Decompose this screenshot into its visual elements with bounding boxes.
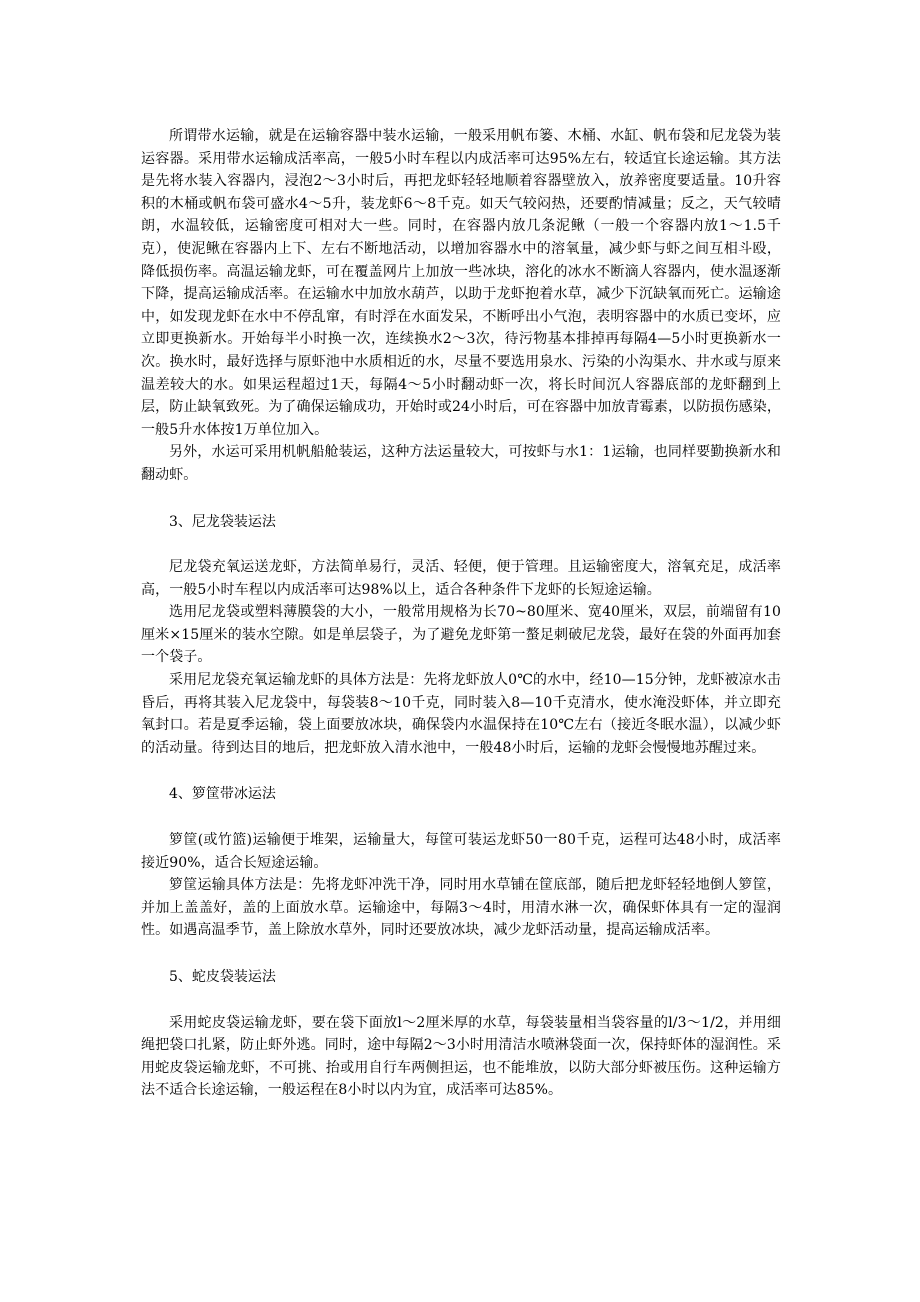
heading-nylon-bag: 3、尼龙袋装运法 — [169, 513, 276, 530]
paragraph-basket-method: 箩筐运输具体方法是：先将龙虾冲洗干净，同时用水草铺在筐底部，随后把龙虾轻轻地倒人箩筐，并加上盖盖好，盖的上面放水草。运输途中，每隔3～4时，用清水淋一次，确保虾体具有一定的湿润性。如遇高温季节，盖上除放水草外，同时还要放冰块，减少龙虾活动量，提高运输成活率。 — [141, 877, 781, 939]
paragraph-nylon-bag-intro: 尼龙袋充氧运送龙虾，方法简单易行，灵活、轻便，便于管理。且运输密度大，溶氧充足，成活率高，一般5小时车程以内成活率可达98%以上，适合各种条件下龙虾的长短途运输。 — [141, 559, 781, 598]
section-water-transport — [141, 125, 781, 487]
paragraph-water-transport-method: 所谓带水运输，就是在运输容器中装水运输，一般采用帆布篓、木桶、水缸、帆布袋和尼龙袋为装运容器。采用带水运输成活率高，一般5小时车程以内成活率可达95%左右，较适宜长途运输。其方法是先将水装入容器内，浸泡2～3小时后，再把龙虾轻轻地顺着容器壁放入，放养密度要适量。10升容积的木桶或帆布袋可盛水4～5升，装龙虾6～8千克。如天气较闷热，还要酌情减量；反之，天气较晴朗，水温较低，运输密度可相对大一些。同时，在容器内放几条泥鳅（一般一个容器内放1～1.5千克），使泥鳅在容器内上下、左右不断地活动，以增加容器水中的溶氧量，减少虾与虾之间互相斗殴，降低损伤率。高温运输龙虾，可在覆盖网片上加放一些冰块，溶化的冰水不断滴人容器内，使水温逐渐下降，提高运输成活率。在运输水中加放水葫芦，以助于龙虾抱着水草，减少下沉缺氧而死亡。运输途中，如发现龙虾在水中不停乱窜，有时浮在水面发呆，不断呼出小气泡，表明容器中的水质已变坏，应立即更换新水。开始每半小时换一次，连续换水2～3次，待污物基本排掉再每隔4—5小时更换新水一次。换水时，最好选择与原虾池中水质相近的水，尽量不要选用泉水、污染的小沟渠水、井水或与原来温差较大的水。如果运程超过1天，每隔4～5小时翻动虾一次，将长时间沉人容器底部的龙虾翻到上层，防止缺氧致死。为了确保运输成功，开始时或24小时后，可在容器中加放青霉素，以防损伤感染，一般5升水体按1万单位加入。 — [141, 128, 781, 438]
paragraph-nylon-bag-method: 采用尼龙袋充氧运输龙虾的具体方法是：先将龙虾放人0℃的水中，经10—15分钟，龙虾被凉水击昏后，再将其装入尼龙袋中，每袋装8～10千克，同时装入8—10千克清水，使水淹没虾体，并立即充氧封口。若是夏季运输，袋上面要放冰块，确保袋内水温保持在10℃左右（接近冬眠水温），以减少虾的活动量。待到达目的地后，把龙虾放入清水池中，一般48小时后，运输的龙虾会慢慢地苏醒过来。 — [141, 672, 781, 756]
paragraph-woven-bag-method: 采用蛇皮袋运输龙虾，要在袋下面放l～2厘米厚的水草，每袋装量相当袋容量的l/3～1/2，并用细绳把袋口扎紧，防止虾外逃。同时，途中每隔2～3小时用清洁水喷淋袋面一次，保持虾体的湿润性。采用蛇皮袋运输龙虾，不可挑、抬或用自行车两侧担运，也不能堆放，以防大部分虾被压伤。这种运输方法不适合长途运输，一般运程在8小时以内为宜，成活率可达85%。 — [141, 1014, 781, 1099]
paragraph-basket-intro: 箩筐(或竹篮)运输便于堆架，运输量大，每筐可装运龙虾50一80千克，运程可达48小时，成活率接近90%，适合长短途运输。 — [141, 832, 781, 871]
section-woven-bag — [141, 1012, 781, 1102]
paragraph-nylon-bag-size: 选用尼龙袋或塑料薄膜袋的大小，一般常用规格为长70~80厘米、宽40厘米，双层，前端留有10厘米×15厘米的装水空隙。如是单层袋子，为了避免龙虾第一螯足刺破尼龙袋，最好在袋的外面再加套一个袋子。 — [141, 604, 781, 666]
section-nylon-bag — [141, 556, 781, 759]
document-body — [141, 125, 781, 1102]
heading-basket-ice: 4、箩筐带冰运法 — [169, 786, 276, 803]
heading-woven-bag: 5、蛇皮袋装运法 — [169, 969, 276, 985]
section-basket-ice — [141, 829, 781, 942]
paragraph-boat-transport: 另外，水运可采用机帆船舱装运，这种方法运量较大，可按虾与水1：1运输，也同样要勤换新水和翻动虾。 — [141, 444, 781, 483]
